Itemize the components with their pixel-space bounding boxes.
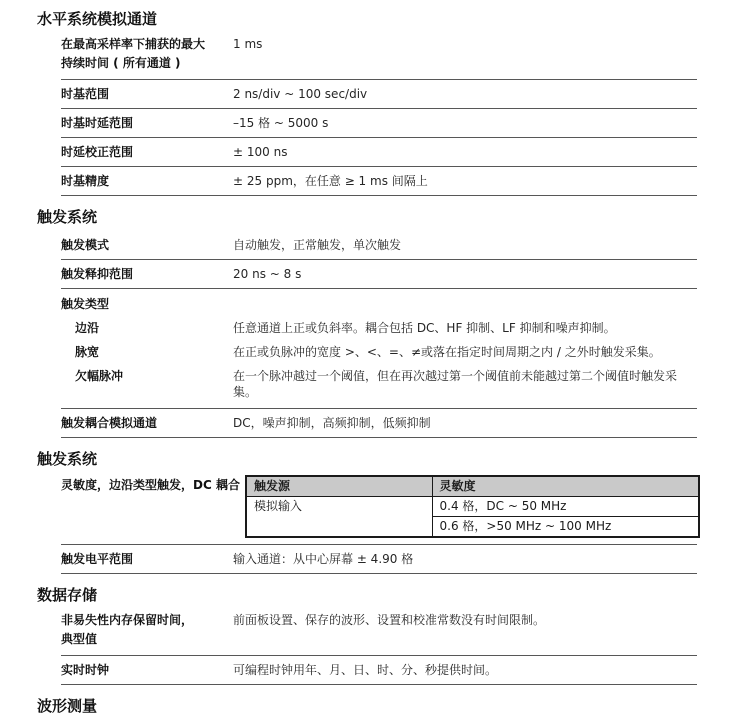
row-label: 时基时延范围: [61, 116, 134, 130]
table-header-trigger-source: 触发源: [246, 476, 432, 497]
sensitivity-table-header-row: [246, 476, 699, 497]
row-label-line2: 典型值: [61, 632, 98, 646]
section-title-trigger-system-2: 触发系统: [37, 450, 98, 468]
spec-row-timebase-range: [61, 80, 697, 109]
row-label: [61, 611, 233, 649]
row-label: 灵敏度，边沿类型触发，DC 耦合: [61, 478, 240, 492]
spec-subrow-edge: [61, 320, 697, 336]
subrow-value: 在一个脉冲越过一个阈值，但在再次越过第一个阈值前未能越过第二个阈值时触发采集。: [233, 369, 678, 399]
section-title-trigger-system: 触发系统: [37, 208, 98, 226]
section-title-data-storage: 数据存储: [37, 586, 98, 604]
row-value: 前面板设置、保存的波形、设置和校准常数没有时间限制。: [233, 613, 546, 627]
table-cell-sensitivity-2: 0.6 格，>50 MHz ~ 100 MHz: [432, 517, 699, 538]
section-title-waveform-measurement: 波形测量: [37, 697, 98, 715]
spec-row-trigger-mode: [61, 231, 697, 260]
table-cell-sensitivity-1: 0.4 格，DC ~ 50 MHz: [432, 497, 699, 517]
spec-row-nonvolatile-retention: [61, 609, 697, 656]
row-value: 输入通道：从中心屏幕 ± 4.90 格: [233, 552, 414, 566]
section-rows-trigger-system: [61, 231, 697, 438]
row-value: 2 ns/div ~ 100 sec/div: [233, 87, 368, 101]
subrow-label: 欠幅脉冲: [75, 369, 124, 383]
row-value: 1 ms: [233, 37, 263, 51]
row-value: DC，噪声抑制，高频抑制，低频抑制: [233, 416, 431, 430]
row-value: ± 25 ppm，在任意 ≥ 1 ms 间隔上: [233, 174, 428, 188]
row-label: 触发耦合模拟通道: [61, 416, 158, 430]
row-label: 实时时钟: [61, 663, 110, 677]
spec-subrow-pulse-width: [61, 344, 697, 360]
row-label: 时基范围: [61, 87, 110, 101]
spec-subrow-runt-pulse: [61, 368, 697, 400]
row-label: 触发模式: [61, 238, 110, 252]
sensitivity-table: [245, 475, 700, 538]
spec-row-trigger-coupling: [61, 409, 697, 438]
row-label: 时基精度: [61, 174, 110, 188]
row-value: 20 ns ~ 8 s: [233, 267, 302, 281]
spec-row-timebase-delay-range: [61, 109, 697, 138]
spec-row-timebase-accuracy: [61, 167, 697, 196]
row-label-line1: 在最高采样率下捕获的最大: [61, 37, 206, 51]
spec-row-max-capture-duration: [61, 33, 697, 80]
section-title-horizontal-system: 水平系统模拟通道: [37, 10, 158, 28]
sensitivity-table-row: [246, 497, 699, 517]
spec-row-delay-calibration-range: [61, 138, 697, 167]
spec-row-trigger-holdoff-range: [61, 260, 697, 289]
row-value: 可编程时钟用年、月、日、时、分、秒提供时间。: [233, 663, 498, 677]
row-label: [61, 35, 233, 73]
row-label-line1: 非易失性内存保留时间，: [61, 613, 194, 627]
row-label-line2: 持续时间 ( 所有通道 ): [61, 56, 181, 70]
row-label: 时延校正范围: [61, 145, 134, 159]
table-cell-analog-input: 模拟输入: [246, 497, 432, 538]
row-label: 触发电平范围: [61, 552, 134, 566]
subrow-label: 脉宽: [75, 345, 100, 359]
row-value: –15 格 ~ 5000 s: [233, 116, 329, 130]
spec-group-trigger-types: [61, 289, 697, 409]
section-rows-horizontal: [61, 33, 697, 196]
table-header-sensitivity: 灵敏度: [432, 476, 699, 497]
trigger-types-header: 触发类型: [61, 297, 110, 311]
row-label: 触发释抑范围: [61, 267, 134, 281]
spec-row-sensitivity: [61, 473, 697, 545]
row-value: 自动触发，正常触发，单次触发: [233, 238, 402, 252]
subrow-value: 任意通道上正或负斜率。耦合包括 DC、HF 抑制、LF 抑制和噪声抑制。: [233, 321, 616, 335]
subrow-label: 边沿: [75, 321, 100, 335]
subrow-value: 在正或负脉冲的宽度 >、<、=、≠或落在指定时间周期之内 / 之外时触发采集。: [233, 345, 661, 359]
section-rows-data-storage: [61, 609, 697, 685]
spec-row-trigger-level-range: [61, 545, 697, 574]
section-rows-trigger-system-2: [61, 473, 697, 574]
spec-row-real-time-clock: [61, 656, 697, 685]
row-value: ± 100 ns: [233, 145, 288, 159]
